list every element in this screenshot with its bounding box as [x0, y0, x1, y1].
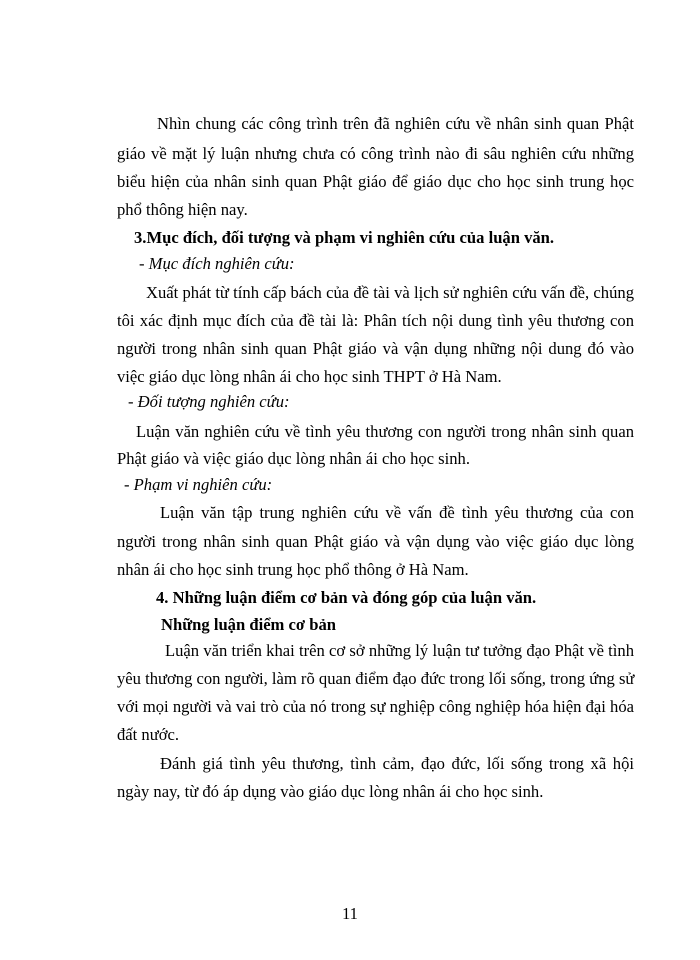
paragraph-line: Đánh giá tình yêu thương, tình cảm, đạo đức, lối sống trong xã hội	[160, 754, 634, 773]
paragraph-line: nhân ái cho học sinh trung học phổ thông ở Hà Nam.	[117, 560, 469, 579]
section-heading-3: 3.Mục đích, đối tượng và phạm vi nghiên cứu của luận văn.	[134, 228, 555, 247]
paragraph-line: tôi xác định mục đích của đề tài là: Phân tích nội dung tình yêu thương con	[117, 311, 634, 330]
paragraph-line: người trong nhân sinh quan Phật giáo và vận dụng vào việc giáo dục lòng	[117, 532, 634, 551]
paragraph-line: Luận văn tập trung nghiên cứu về vấn đề tình yêu thương của con	[160, 503, 634, 522]
paragraph-line: đất nước.	[117, 725, 179, 744]
paragraph-line: Phật giáo và việc giáo dục lòng nhân ái cho học sinh.	[117, 449, 470, 468]
paragraph-line: phổ thông hiện nay.	[117, 200, 248, 219]
paragraph-line: yêu thương con người, làm rõ quan điểm đạo đức trong lối sống, trong ứng sử	[117, 669, 635, 688]
page-number: 11	[342, 904, 358, 923]
section-heading-4: 4. Những luận điểm cơ bản và đóng góp của luận văn.	[156, 588, 537, 607]
paragraph-line: Luận văn nghiên cứu về tình yêu thương con người trong nhân sinh quan	[136, 422, 634, 441]
paragraph-line: người trong nhân sinh quan Phật giáo và vận dụng những nội dung đó vào	[117, 339, 634, 358]
subheading-object: - Đối tượng nghiên cứu:	[128, 392, 290, 411]
paragraph-line: Xuất phát từ tính cấp bách của đề tài và lịch sử nghiên cứu vấn đề, chúng	[146, 283, 634, 302]
paragraph-line: việc giáo dục lòng nhân ái cho học sinh THPT ở Hà Nam.	[117, 367, 502, 386]
paragraph-line: ngày nay, từ đó áp dụng vào giáo dục lòng nhân ái cho học sinh.	[117, 782, 544, 801]
paragraph-line: Nhìn chung các công trình trên đã nghiên cứu về nhân sinh quan Phật	[157, 114, 634, 133]
subheading-scope: - Phạm vi nghiên cứu:	[124, 475, 273, 494]
subheading-purpose: - Mục đích nghiên cứu:	[139, 254, 295, 273]
subheading-key-points: Những luận điểm cơ bản	[161, 615, 336, 634]
paragraph-line: Luận văn triển khai trên cơ sở những lý luận tư tưởng đạo Phật về tình	[165, 641, 634, 660]
paragraph-line: giáo về mặt lý luận nhưng chưa có công trình nào đi sâu nghiên cứu những	[117, 144, 634, 163]
paragraph-line: biểu hiện của nhân sinh quan Phật giáo để giáo dục cho học sinh trung học	[117, 172, 634, 191]
paragraph-line: với mọi người và vai trò của nó trong sự nghiệp công nghiệp hóa hiện đại hóa	[117, 697, 634, 716]
